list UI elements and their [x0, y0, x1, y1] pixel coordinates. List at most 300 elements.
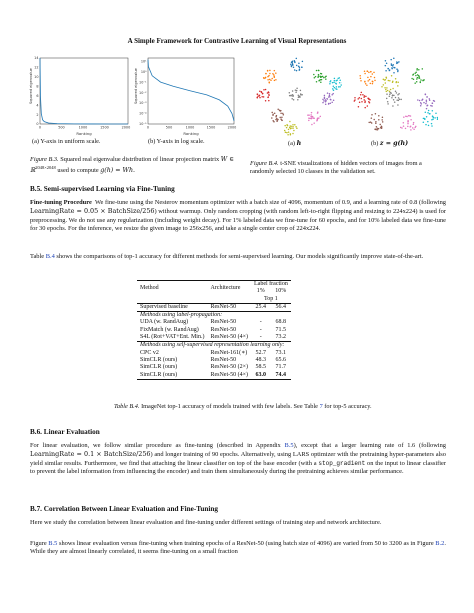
fig-b3b-ytick-label: 10⁻¹	[139, 80, 147, 85]
tsne-point	[332, 93, 334, 95]
tsne-point	[296, 70, 298, 72]
tsne-point	[316, 70, 318, 72]
tsne-point	[313, 74, 315, 76]
section-b5-p2-text-b: shows the comparisons of top-1 accuracy for different methods for semi-supervised learning. Our models significantly improve state-of-the-art.	[56, 253, 424, 260]
tsne-point	[391, 65, 393, 67]
tsne-point	[259, 97, 261, 99]
tsne-point	[295, 126, 297, 128]
tsne-point	[369, 99, 371, 101]
fig-b3-caption-math-1: W ∈ ℝ	[30, 156, 234, 175]
tsne-point	[339, 79, 341, 81]
tsne-point	[415, 126, 417, 128]
tsne-point	[392, 105, 394, 107]
tsne-point	[389, 96, 391, 98]
tsne-point	[289, 121, 291, 123]
tsne-point	[399, 98, 401, 100]
tsne-point	[263, 96, 265, 98]
tsne-point	[391, 97, 393, 99]
tsne-point	[334, 87, 336, 89]
tsne-point	[330, 99, 332, 101]
tsne-point	[311, 112, 313, 114]
tsne-point	[294, 60, 296, 62]
tsne-point	[377, 129, 379, 131]
section-b5-p1-text-a: We fine-tune using the Nesterov momentum optimizer with a batch size of 4096, momentum of 0.9, and a learning rate of 0.8 (following	[95, 199, 446, 206]
tsne-point	[337, 78, 339, 80]
table-b4-caption	[114, 403, 374, 411]
tsne-point	[322, 99, 324, 101]
tsne-point	[386, 77, 388, 79]
tsne-point	[284, 125, 286, 127]
table-cell: ResNet-50	[207, 303, 251, 311]
tsne-point	[417, 99, 419, 101]
table-cell: -	[259, 326, 262, 333]
tsne-point	[412, 127, 414, 128]
fig-b3b-ytick-label: 10⁻⁵	[139, 122, 147, 127]
tsne-point	[259, 95, 261, 97]
tsne-point	[429, 113, 431, 115]
tsne-point	[407, 123, 409, 125]
tsne-point	[393, 72, 395, 74]
col-header-10pct: 10%	[275, 288, 287, 295]
table-header-row-1	[137, 281, 291, 289]
tsne-point	[261, 92, 263, 94]
tsne-point	[364, 102, 366, 104]
fig-b4a-caption	[288, 140, 301, 148]
tsne-point	[423, 102, 425, 104]
fig-b3a-ytick-label: 2	[36, 112, 39, 117]
tsne-point	[420, 79, 422, 81]
tsne-point	[392, 64, 394, 65]
tsne-point	[290, 64, 292, 66]
tsne-point	[268, 96, 270, 98]
tsne-point	[412, 74, 414, 76]
tsne-point	[287, 134, 289, 136]
tsne-point	[256, 97, 258, 99]
col-header-architecture: Architecture	[207, 281, 251, 296]
tsne-point	[334, 80, 336, 82]
tsne-point	[386, 98, 388, 100]
tsne-point	[265, 89, 267, 91]
tsne-point	[386, 62, 388, 64]
tsne-point	[292, 124, 294, 126]
table-cell: ResNet-50 (4×)	[207, 334, 251, 342]
table-row	[137, 372, 291, 380]
tsne-point	[423, 121, 425, 123]
appendix-b5-link[interactable]: B.5	[284, 442, 294, 449]
tsne-point	[374, 77, 376, 79]
tsne-point	[360, 78, 362, 80]
tsne-point	[420, 82, 422, 84]
tsne-point	[314, 77, 316, 79]
tsne-point	[392, 82, 394, 84]
section-b6-title: B.6. Linear Evaluation	[30, 428, 100, 436]
tsne-point	[367, 77, 369, 79]
fig-b3a-ytick-label: 12	[34, 65, 39, 70]
table-cell: 68.8	[275, 319, 286, 326]
tsne-point	[415, 75, 417, 77]
fig-b3b-ylabel: Squared eigenvalue	[134, 68, 138, 104]
table-row	[137, 327, 291, 334]
tsne-point	[374, 80, 376, 82]
tsne-point	[340, 84, 342, 86]
tsne-point	[292, 61, 294, 63]
table-cell: 73.2	[271, 334, 291, 342]
table-cell: UDA (w. RandAug)	[140, 319, 189, 326]
tsne-point	[370, 83, 372, 85]
fig-b3b-ytick-label: 10¹	[140, 59, 147, 64]
tsne-point	[370, 71, 372, 73]
tsne-point	[435, 112, 437, 114]
tsne-point	[320, 73, 322, 75]
tsne-point	[293, 67, 295, 69]
tsne-point	[431, 125, 433, 127]
tsne-point	[291, 62, 293, 64]
section-b6-text-b: ), except that a larger learning rate of 1.6 (following	[293, 442, 446, 449]
tsne-point	[426, 108, 428, 110]
tsne-point	[382, 116, 384, 118]
fig-b3b-xlabel: Ranking	[183, 131, 199, 136]
tsne-point	[428, 110, 430, 112]
tsne-point	[375, 122, 377, 124]
tsne-point	[405, 128, 407, 129]
tsne-point	[375, 113, 377, 115]
tsne-point	[308, 120, 310, 122]
fig-b3-caption-label: Figure B.3.	[30, 156, 59, 163]
tsne-point	[422, 80, 424, 82]
tsne-point	[381, 126, 383, 128]
tsne-point	[385, 89, 387, 91]
table-cell: 56.4	[271, 303, 291, 311]
fig-b3a-xtick-label: 2000	[121, 125, 131, 130]
tsne-point	[316, 120, 318, 122]
tsne-point	[292, 133, 294, 135]
tsne-point	[325, 104, 327, 106]
figure-b2-link[interactable]: B.2	[435, 540, 445, 547]
fig-b3b-xtick-label: 500	[165, 125, 173, 130]
tsne-point	[325, 78, 327, 80]
col-header-top1: Top 1	[251, 296, 291, 304]
table-cell: SimCLR (ours)	[140, 356, 178, 363]
tsne-point	[292, 90, 294, 92]
tsne-point	[419, 100, 421, 102]
tsne-point	[434, 100, 436, 102]
fig-b4-caption-label: Figure B.4.	[250, 160, 279, 167]
tsne-point	[372, 80, 374, 82]
tsne-point	[380, 127, 382, 129]
tsne-point	[395, 78, 397, 80]
table-group-label-2: Methods using self-supervised representation learning only:	[140, 342, 285, 349]
tsne-point	[364, 70, 366, 72]
table-7-link[interactable]: 7	[319, 403, 323, 410]
tsne-point	[388, 68, 390, 70]
tsne-point	[268, 94, 270, 96]
tsne-point	[432, 118, 434, 120]
tsne-point	[378, 119, 380, 121]
fig-b3a-chart	[28, 54, 132, 138]
tsne-point	[403, 122, 405, 124]
tsne-point	[339, 82, 341, 84]
table-b4-link[interactable]: B.4	[45, 253, 55, 260]
tsne-point	[395, 82, 397, 84]
fig-b4a-scatter	[250, 54, 342, 136]
tsne-point	[368, 72, 370, 74]
tsne-point	[434, 117, 436, 119]
tsne-point	[268, 75, 270, 77]
tsne-point	[284, 130, 286, 132]
tsne-point	[280, 113, 282, 115]
tsne-point	[296, 127, 298, 129]
table-cell: Supervised baseline	[137, 303, 207, 311]
tsne-point	[336, 83, 338, 85]
section-b6-text-d: on the input to linear classifier to prevent the label information from influencing the encoder) and train them simultaneously during the pretraining achieves similar performance.	[30, 459, 446, 475]
tsne-point	[268, 91, 270, 93]
fig-b3b-ytick-label: 10⁻⁴	[139, 111, 147, 116]
tsne-point	[329, 83, 331, 85]
tsne-point	[364, 107, 366, 109]
tsne-point	[426, 116, 428, 118]
tsne-point	[417, 74, 419, 76]
fig-b3a-ylabel: Squared eigenvalue	[29, 68, 33, 104]
tsne-point	[420, 105, 422, 107]
tsne-point	[373, 119, 375, 121]
tsne-point	[362, 94, 364, 96]
tsne-point	[271, 112, 273, 114]
fig-b3-caption-text-1: Squared real eigenvalue distribution of linear projection matrix	[60, 156, 220, 163]
tsne-point	[422, 98, 424, 100]
tsne-point	[296, 90, 298, 92]
tsne-point	[323, 77, 325, 79]
tsne-point	[298, 62, 300, 64]
section-b7-text-b: shows linear evaluation versus fine-tuning when training epochs of a ResNet-50 (using batch size of 4096) are varied from 50 to 3200 as in Figure	[58, 540, 434, 547]
tsne-point	[426, 96, 428, 98]
tsne-point	[297, 99, 299, 101]
tsne-point	[418, 76, 420, 78]
tsne-point	[325, 76, 327, 78]
fig-b3b-ytick-label: 10⁻²	[139, 90, 147, 95]
tsne-point	[383, 84, 385, 86]
tsne-point	[290, 125, 292, 127]
table-cell: 58.5	[255, 364, 267, 371]
fig-b4a-caption-label: (a)	[288, 140, 295, 147]
tsne-point	[275, 79, 277, 81]
tsne-point	[269, 79, 271, 81]
figure-b5-link[interactable]: B.5	[48, 540, 58, 547]
tsne-point	[397, 94, 399, 96]
tsne-point	[387, 101, 389, 103]
tsne-point	[269, 70, 271, 72]
tsne-point	[289, 92, 291, 94]
table-cell: 71.5	[275, 326, 286, 333]
tsne-point	[398, 100, 400, 102]
tsne-point	[367, 80, 369, 82]
section-b5-p1-text-b: ) without warmup. Only random cropping (with random left-to-right flipping and resizing to 224x224) is used for preprocessing. We do not use any regularization (including weight decay). For 1% labeled data we fine-tune for 60 epochs, and for 10% labeled data we fine-tune for 30 epochs. For the inference, we resize the given image to 256x256, and take a single center crop of 224x224.	[30, 208, 446, 232]
tsne-point	[422, 68, 424, 70]
tsne-point	[381, 86, 383, 88]
tsne-point	[365, 96, 367, 98]
tsne-point	[321, 79, 323, 81]
table-cell: 65.6	[275, 356, 286, 363]
table-cell: 52.7	[255, 349, 267, 356]
tsne-point	[279, 110, 281, 112]
table-cell: -	[251, 334, 271, 342]
fig-b3b-xtick-label: 1500	[206, 125, 216, 130]
tsne-point	[416, 68, 418, 70]
section-b5-paragraph-1	[30, 199, 446, 233]
tsne-point	[400, 127, 402, 128]
table-cell: S4L (Rot+VAT+Ent. Min.)	[137, 334, 207, 342]
section-b7-paragraph-1: Here we study the correlation between linear evaluation and fine-tuning under different settings of training step and network architecture.	[30, 519, 382, 526]
fig-b3a-xtick-label: 1500	[100, 125, 109, 130]
tsne-point	[397, 85, 399, 87]
tsne-point	[393, 58, 395, 60]
tsne-point	[274, 80, 276, 82]
table-cell: 48.3	[255, 356, 267, 363]
tsne-point	[273, 75, 275, 77]
tsne-point	[299, 68, 301, 70]
fig-b3b-xtick-label: 1000	[185, 125, 195, 130]
tsne-point	[405, 115, 407, 117]
tsne-point	[397, 62, 399, 64]
tsne-point	[290, 95, 292, 97]
tsne-point	[427, 121, 429, 123]
tsne-point	[391, 68, 393, 70]
tsne-point	[335, 80, 337, 82]
section-b7-text-a: Figure	[30, 540, 47, 547]
tsne-point	[311, 116, 313, 118]
tsne-point	[365, 83, 367, 85]
tsne-point	[294, 124, 296, 126]
tsne-point	[318, 70, 320, 72]
tsne-point	[385, 70, 387, 72]
tsne-point	[327, 92, 329, 94]
section-b5-p1-head: Fine-tuning Procedure	[30, 199, 92, 206]
tsne-point	[320, 82, 322, 84]
tsne-point	[406, 116, 408, 118]
tsne-point	[300, 90, 302, 92]
tsne-point	[357, 98, 359, 100]
tsne-point	[292, 128, 294, 130]
tsne-point	[376, 128, 378, 130]
tsne-point	[281, 117, 283, 119]
tsne-point	[425, 94, 427, 96]
tsne-point	[397, 104, 399, 106]
table-cell: ResNet-50	[210, 319, 237, 326]
tsne-point	[295, 89, 297, 91]
tsne-point	[393, 67, 395, 69]
tsne-point	[429, 99, 431, 101]
tsne-point	[317, 118, 319, 120]
tsne-point	[410, 115, 412, 117]
table-cell: 25.4	[251, 303, 271, 311]
tsne-point	[400, 99, 402, 101]
tsne-point	[296, 65, 298, 67]
tsne-point	[267, 70, 269, 72]
tsne-point	[363, 99, 365, 101]
tsne-point	[286, 132, 288, 134]
tsne-point	[288, 131, 290, 133]
tsne-point	[428, 125, 430, 127]
tsne-point	[272, 73, 274, 75]
tsne-point	[427, 104, 429, 106]
tsne-point	[286, 127, 288, 129]
tsne-point	[281, 120, 283, 122]
tsne-point	[382, 121, 384, 123]
fig-b3a-ytick-label: 14	[34, 56, 39, 61]
table-cell: 74.4	[271, 372, 291, 380]
table-cell: ResNet-50 (2×)	[210, 364, 248, 371]
tsne-point	[370, 76, 372, 78]
tsne-point	[262, 93, 264, 95]
fig-b3-caption-text-2: used to compute	[57, 167, 99, 175]
tsne-point	[328, 96, 330, 98]
fig-b3a-ytick-label: 8	[36, 84, 39, 89]
fig-b4b-caption-label: (b)	[371, 140, 379, 147]
table-group-label-1: Methods using label-propagation:	[140, 312, 223, 319]
tsne-point	[300, 94, 302, 96]
tsne-point	[371, 117, 373, 119]
tsne-point	[317, 112, 319, 114]
tsne-point	[311, 124, 313, 126]
tsne-point	[290, 127, 292, 129]
tsne-point	[334, 78, 336, 80]
tsne-point	[372, 83, 374, 85]
section-b7-title: B.7. Correlation Between Linear Evaluation and Fine-Tuning	[30, 505, 218, 513]
section-b6-text-c: ) and longer training of 90 epochs. Alternatively, using LARS optimizer with the pretraining hyper-parameters also yield similar results. Furthermore, we find that attaching the linear classifier on top of the base encoder (with a	[30, 451, 446, 467]
tsne-point	[329, 93, 331, 95]
tsne-point	[301, 66, 303, 68]
fig-b3a-xtick-label: 1000	[78, 125, 88, 130]
tsne-point	[361, 92, 363, 94]
table-b4	[137, 280, 291, 380]
table-cell: 63.0	[251, 372, 271, 380]
tsne-point	[359, 97, 361, 99]
tsne-point	[310, 114, 312, 116]
tsne-point	[393, 95, 395, 97]
tsne-point	[429, 98, 431, 100]
tsne-point	[332, 82, 334, 84]
tsne-point	[389, 80, 391, 82]
tsne-point	[391, 75, 393, 77]
tsne-point	[301, 94, 303, 96]
tsne-point	[332, 88, 334, 90]
tsne-point	[308, 117, 310, 119]
tsne-point	[283, 114, 285, 116]
tsne-point	[323, 100, 325, 102]
tsne-point	[324, 95, 326, 97]
tsne-point	[259, 90, 261, 92]
tsne-point	[359, 101, 361, 103]
tsne-point	[418, 69, 420, 71]
tsne-point	[338, 86, 340, 88]
tsne-point	[282, 113, 284, 115]
tsne-point	[275, 119, 277, 121]
tsne-point	[431, 105, 433, 107]
tsne-point	[354, 97, 356, 99]
tsne-point	[433, 117, 435, 119]
table-row	[137, 319, 291, 326]
tsne-point	[360, 94, 362, 96]
fig-b3a-ytick-label: 4	[36, 103, 39, 108]
fig-b3b-ytick-label: 10⁻³	[139, 101, 147, 106]
tsne-point	[361, 101, 363, 103]
tsne-point	[391, 63, 393, 65]
tsne-point	[381, 119, 383, 121]
tsne-point	[420, 102, 422, 104]
tsne-point	[413, 129, 415, 131]
table-row	[137, 303, 291, 311]
tsne-point	[389, 91, 391, 93]
tsne-point	[424, 118, 426, 120]
